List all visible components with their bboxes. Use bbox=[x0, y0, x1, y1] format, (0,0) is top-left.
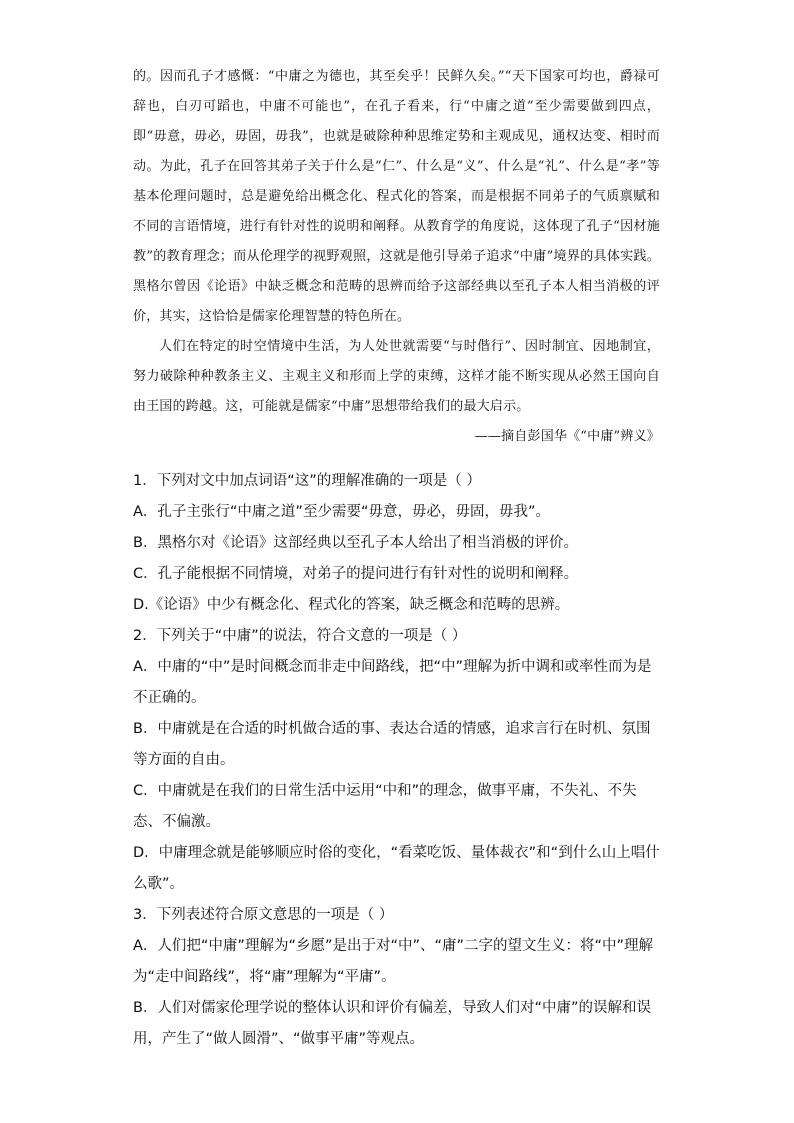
question-1-stem: 1．下列对文中加点词语“这”的理解准确的一项是（ ） bbox=[133, 473, 481, 489]
question-1-option-a: A．孔子主张行“中庸之道”至少需要“毋意，毋必，毋固，毋我”。 bbox=[133, 504, 550, 520]
passage-source: ——摘自彭国华《“中庸”辨义》 bbox=[474, 429, 660, 444]
question-3-option-b: B．人们对儒家伦理学说的整体认识和评价有偏差，导致人们对“中庸”的误解和误用，产生了“做人圆滑”、“做事平庸”等观点。 bbox=[133, 1000, 651, 1047]
question-2-option-d: D．中庸理念就是能够顺应时俗的变化，“看菜吃饭、量体裁衣”和“到什么山上唱什么歌”。 bbox=[133, 845, 660, 892]
question-3-stem: 3．下列表述符合原文意思的一项是（ ） bbox=[133, 907, 394, 923]
passage-paragraph-2: 人们在特定的时空情境中生活，为人处世就需要“与时偕行”、因时制宜、因地制宜，努力破除种种教条主义、主观主义和形而上学的束缚，这样才能不断实现从必然王国向自由王国的跨越。这，可能就是儒家“中庸”思想带给我们的最大启示。 bbox=[133, 339, 660, 414]
question-3-option-a: A．人们把“中庸”理解为“乡愿”是出于对“中”、“庸”二字的望文生义：将“中”理解为“走中间路线”，将“庸”理解为“平庸”。 bbox=[133, 938, 654, 985]
question-2-option-a: A．中庸的“中”是时间概念而非走中间路线，把“中”理解为折中调和或率性而为是不正确的。 bbox=[133, 659, 652, 706]
question-list bbox=[133, 466, 660, 1055]
question-1-option-d: D.《论语》中少有概念化、程式化的答案，缺乏概念和范畴的思辨。 bbox=[133, 597, 570, 613]
question-2-option-c: C．中庸就是在我们的日常生活中运用“中和”的理念，做事平庸，不失礼、不失态、不偏激。 bbox=[133, 783, 637, 830]
reading-passage bbox=[133, 62, 660, 452]
passage-paragraph-1: 的。因而孔子才感慨：“中庸之为德也，其至矣乎！民鲜久矣。”“天下国家可均也，爵禄可辞也，白刃可蹈也，中庸不可能也”，在孔子看来，行“中庸之道”至少需要做到四点，即“毋意，毋必，毋固，毋我”，也就是破除种种思维定势和主观成见，通权达变、相时而动。为此，孔子在回答其弟子关于什么是“仁”、什么是“义”、什么是“礼”、什么是“孝”等基本伦理问题时，总是避免给出概念化、程式化的答案，而是根据不同弟子的气质禀赋和不同的言语情境，进行有针对性的说明和阐释。从教育学的角度说，这体现了孔子“因材施教”的教育理念；而从伦理学的视野观照，这就是他引导弟子追求“中庸”境界的具体实践。黑格尔曾因《论语》中缺乏概念和范畴的思辨而给予这部经典以至孔子本人相当消极的评价，其实，这恰恰是儒家伦理智慧的特色所在。 bbox=[133, 69, 660, 324]
question-1-option-c: C．孔子能根据不同情境，对弟子的提问进行有针对性的说明和阐释。 bbox=[133, 566, 579, 582]
question-2-option-b: B．中庸就是在合适的时机做合适的事、表达合适的情感，追求言行在时机、氛围等方面的自由。 bbox=[133, 721, 651, 768]
question-2-stem: 2．下列关于“中庸”的说法，符合文意的一项是（ ） bbox=[133, 628, 467, 644]
question-1-option-b: B．黑格尔对《论语》这部经典以至孔子本人给出了相当消极的评价。 bbox=[133, 535, 578, 551]
